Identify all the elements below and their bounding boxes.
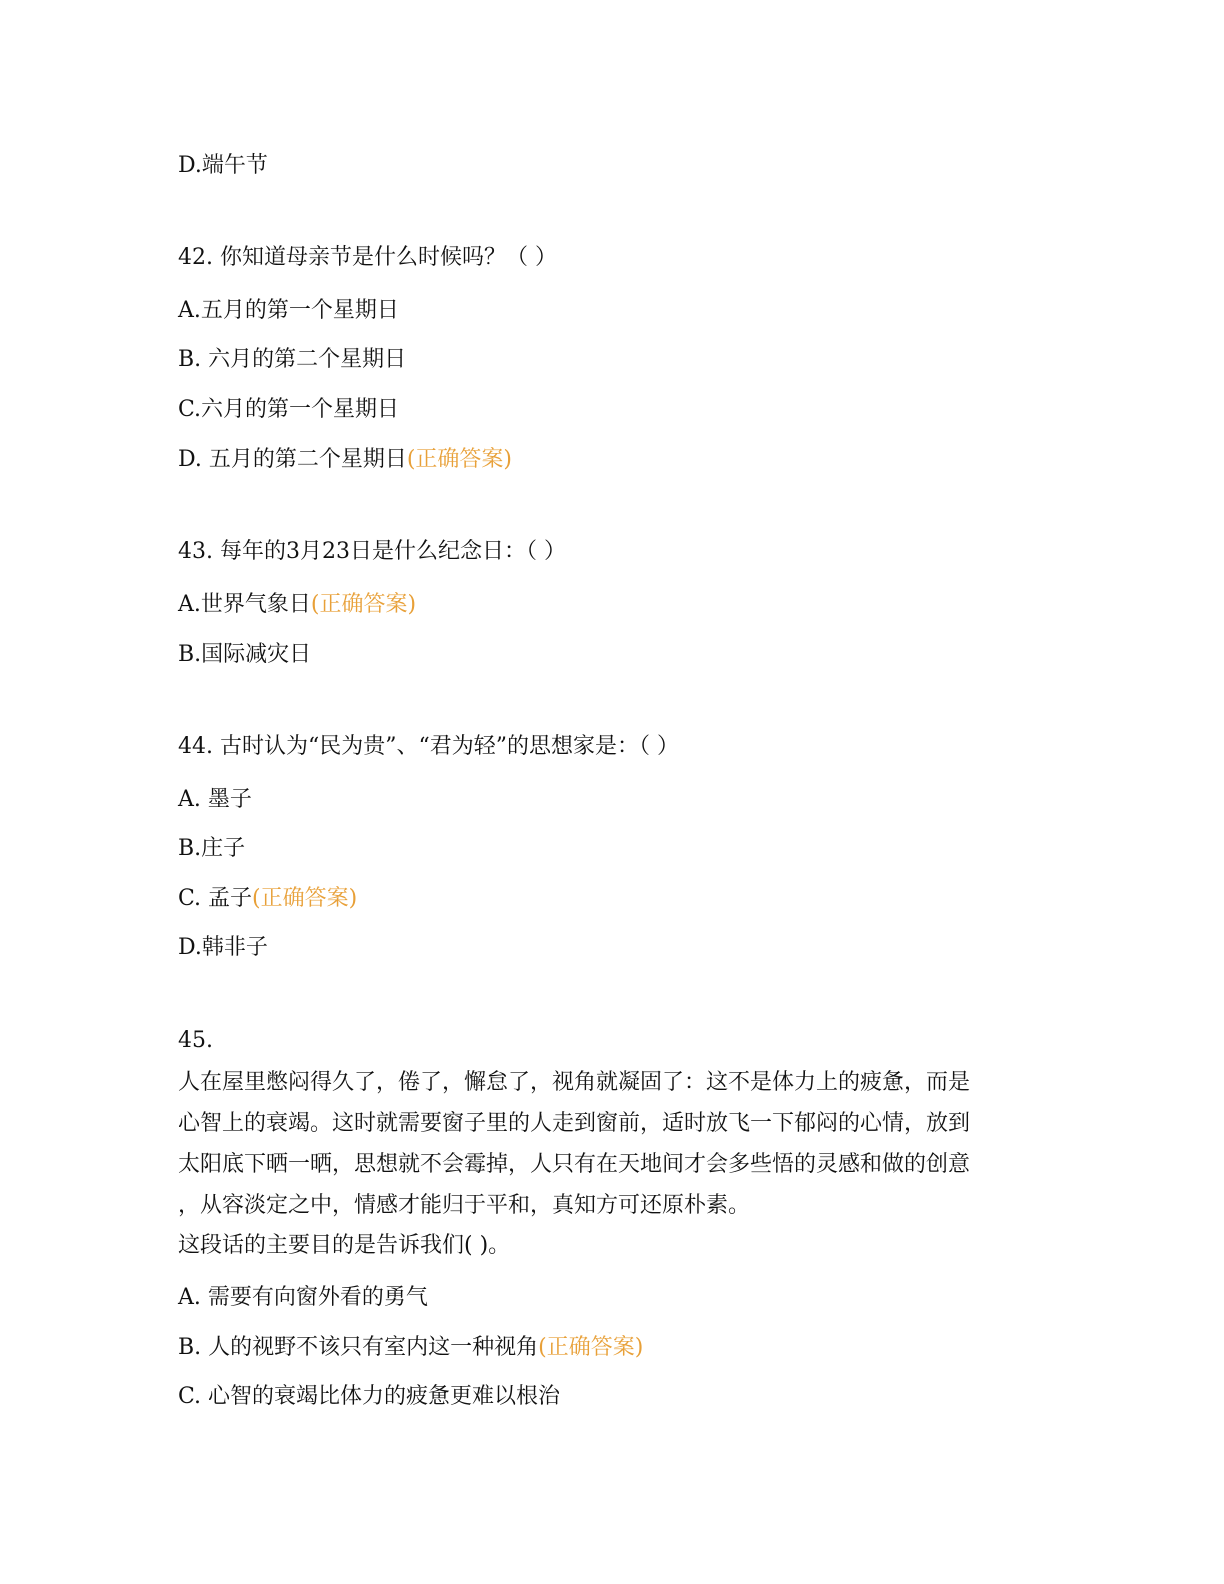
passage-line: 心智上的衰竭。这时就需要窗子里的人走到窗前，适时放飞一下郁闷的心情，放到 [178,1111,971,1136]
question-text: 44. 古时认为“民为贵”、“君为轻”的思想家是：（ ） [178,734,679,759]
q45-option-a [178,1284,428,1312]
q44-question [178,733,679,761]
option-text: D. 五月的第二个星期日 [178,447,407,472]
question-text: 43. 每年的3月23日是什么纪念日：（ ） [178,539,566,564]
option-text: C. 心智的衰竭比体力的疲惫更难以根治 [178,1384,561,1409]
passage-line: ，从容淡定之中，情感才能归于平和，真知方可还原朴素。 [178,1193,751,1218]
option-text: D.韩非子 [178,935,268,960]
question-prompt: 这段话的主要目的是告诉我们( )。 [178,1233,511,1258]
correct-answer-mark: (正确答案) [538,1335,644,1360]
q42-question [178,244,557,272]
q42-option-b [178,346,406,374]
q44-option-c [178,885,357,913]
q45-option-c [178,1383,560,1411]
option-text: A. 墨子 [178,787,252,812]
q41-option-d [178,152,268,180]
q44-option-a [178,786,252,814]
option-text: C. 孟子 [178,886,253,911]
option-text: A.世界气象日 [178,592,311,617]
passage-line: 人在屋里憋闷得久了，倦了，懈怠了，视角就凝固了：这不是体力上的疲惫，而是 [178,1070,971,1095]
q44-option-d [178,934,268,962]
correct-answer-mark: (正确答案) [252,886,358,911]
option-text: B. 人的视野不该只有室内这一种视角 [178,1335,539,1360]
option-text: D.端午节 [178,153,268,178]
q42-option-d [178,446,512,474]
option-text: C.六月的第一个星期日 [178,397,400,422]
option-text: A.五月的第一个星期日 [178,298,399,323]
q43-option-a [178,591,416,619]
correct-answer-mark: (正确答案) [406,447,513,472]
option-text: A. 需要有向窗外看的勇气 [178,1285,428,1310]
q43-question [178,538,566,566]
q43-option-b [178,641,311,669]
q42-option-a [178,297,399,325]
option-text: B. 六月的第二个星期日 [178,347,407,372]
question-number: 45. [178,1028,213,1053]
question-text: 42. 你知道母亲节是什么时候吗？（ ） [178,245,557,270]
q44-option-b [178,835,245,863]
passage-line: 太阳底下晒一晒，思想就不会霉掉，人只有在天地间才会多些悟的灵感和做的创意 [178,1152,971,1177]
q42-option-c [178,396,399,424]
q45-prompt [178,1232,510,1260]
q45-passage [178,1062,1038,1226]
q45-number [178,1027,213,1055]
q45-option-b [178,1334,643,1362]
option-text: B.国际减灾日 [178,642,312,667]
option-text: B.庄子 [178,836,246,861]
correct-answer-mark: (正确答案) [310,592,417,617]
